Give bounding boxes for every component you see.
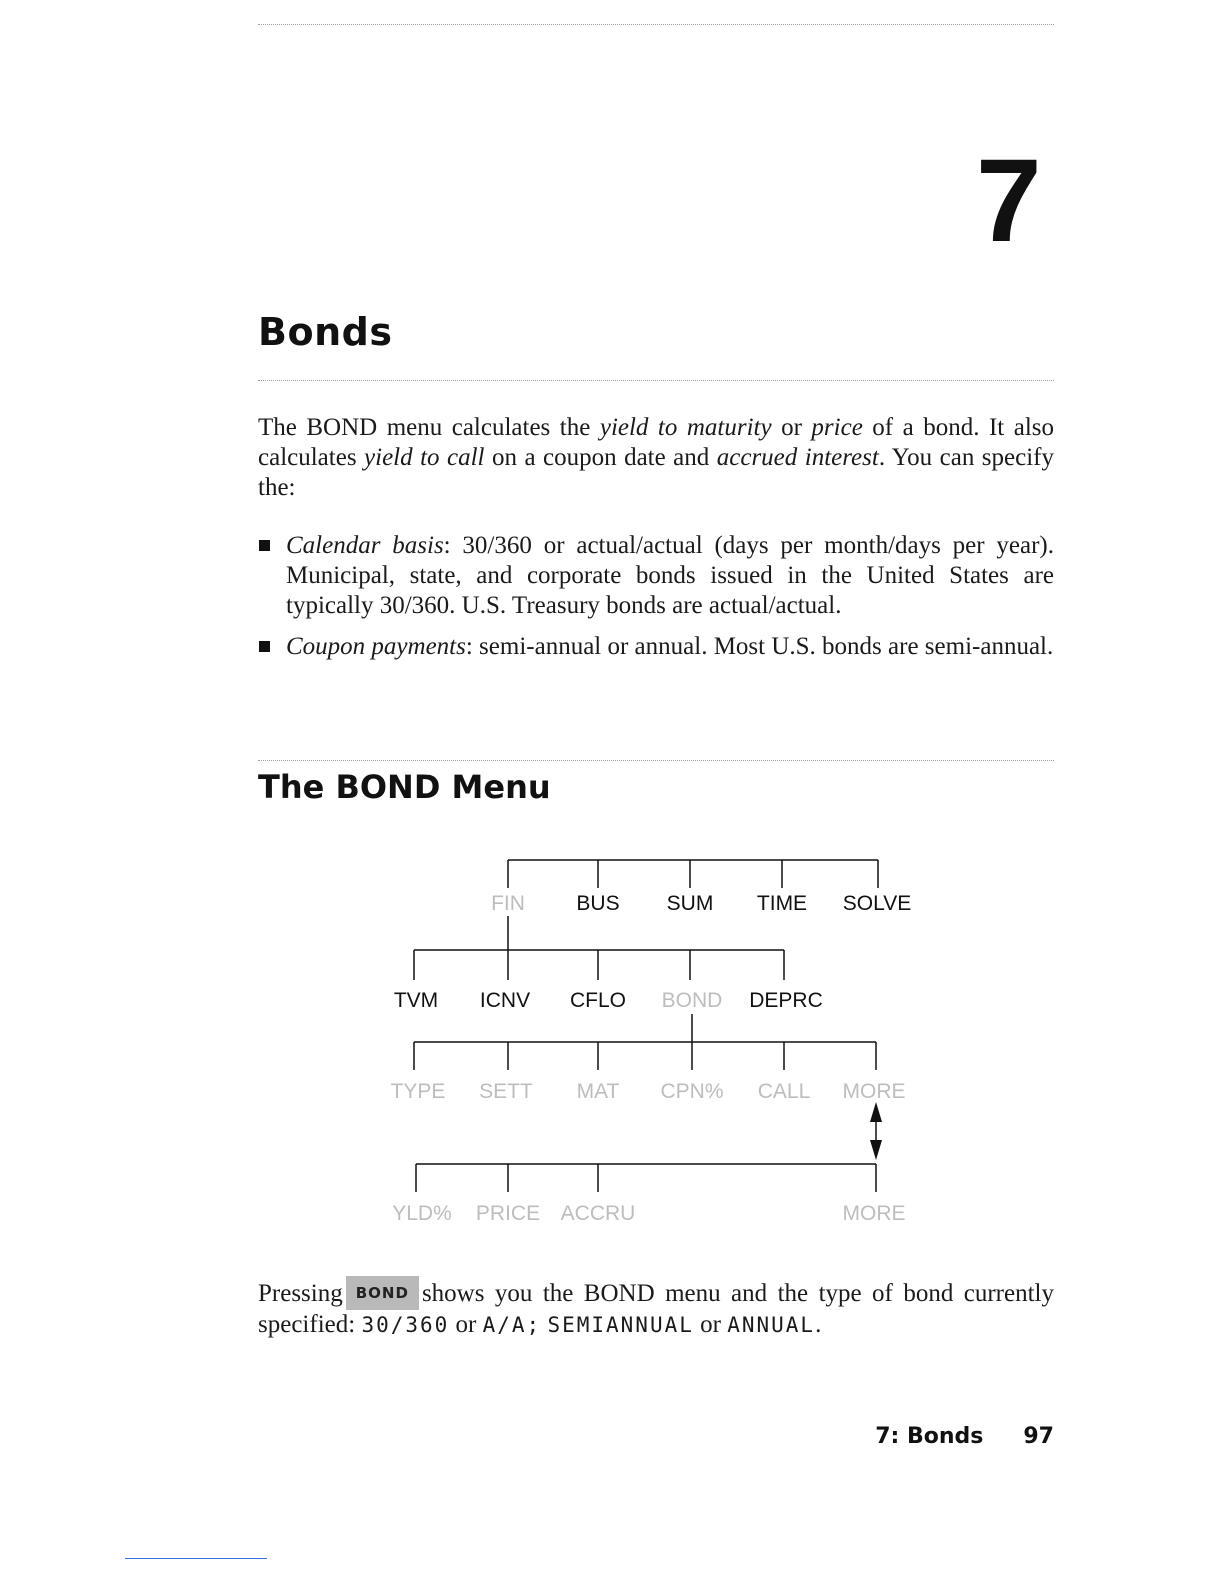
menu-label-price: PRICE <box>475 1202 541 1225</box>
display-text: SEMIANNUAL <box>547 1313 694 1337</box>
display-text: ANNUAL <box>727 1313 816 1337</box>
page-number: 97 <box>1023 1424 1054 1449</box>
menu-label-bus: BUS <box>576 892 620 915</box>
menu-label-icnv: ICNV <box>479 989 531 1012</box>
footer-section: 7: Bonds <box>875 1424 984 1449</box>
menu-label-time: TIME <box>756 892 808 915</box>
list-item: Calendar basis: 30/360 or actual/actual (days per month/days per year). Municipal, state, and corporate bonds issued in the United States are typically 30/360. U.S. Treasury bonds are actual/actual. <box>258 531 1054 621</box>
arrow-up-icon <box>870 1102 882 1122</box>
menu-label-more-2: MORE <box>842 1202 906 1225</box>
list-item: Coupon payments: semi-annual or annual. Most U.S. bonds are semi-annual. <box>258 632 1054 662</box>
menu-label-cpn: CPN% <box>660 1080 724 1103</box>
section-title: The BOND Menu <box>258 768 551 806</box>
arrow-down-icon <box>870 1140 882 1160</box>
menu-label-yld: YLD% <box>392 1202 452 1225</box>
menu-label-fin: FIN <box>491 892 525 915</box>
footnote-rule <box>125 1558 267 1559</box>
chapter-number: 7 <box>976 135 1042 267</box>
menu-label-deprc: DEPRC <box>749 989 823 1012</box>
menu-label-call: CALL <box>757 1080 811 1103</box>
menu-label-solve: SOLVE <box>842 892 912 915</box>
menu-label-accru: ACCRU <box>560 1202 636 1225</box>
menu-label-sett: SETT <box>479 1080 533 1103</box>
menu-label-sum: SUM <box>666 892 714 915</box>
pressing-paragraph: Pressing BOND shows you the BOND menu and the type of bond currently specified: 30/360 or A/A; SEMIANNUAL or ANNUAL. <box>258 1276 1054 1340</box>
menu-label-cflo: CFLO <box>569 989 627 1012</box>
intro-paragraph: The BOND menu calculates the yield to maturity or price of a bond. It also calculates yield to call on a coupon date and accrued interest. You can specify the: <box>258 414 1055 501</box>
menu-label-bond: BOND <box>661 989 723 1012</box>
menu-label-more: MORE <box>842 1080 906 1103</box>
menu-label-tvm: TVM <box>393 989 439 1012</box>
bond-key: BOND <box>346 1276 419 1310</box>
menu-label-type: TYPE <box>390 1080 446 1103</box>
display-text: 30/360 <box>361 1313 450 1337</box>
chapter-title: Bonds <box>258 310 393 354</box>
page-footer <box>800 1424 1054 1449</box>
display-text: A/A; <box>482 1313 542 1337</box>
menu-label-mat: MAT <box>576 1080 620 1103</box>
